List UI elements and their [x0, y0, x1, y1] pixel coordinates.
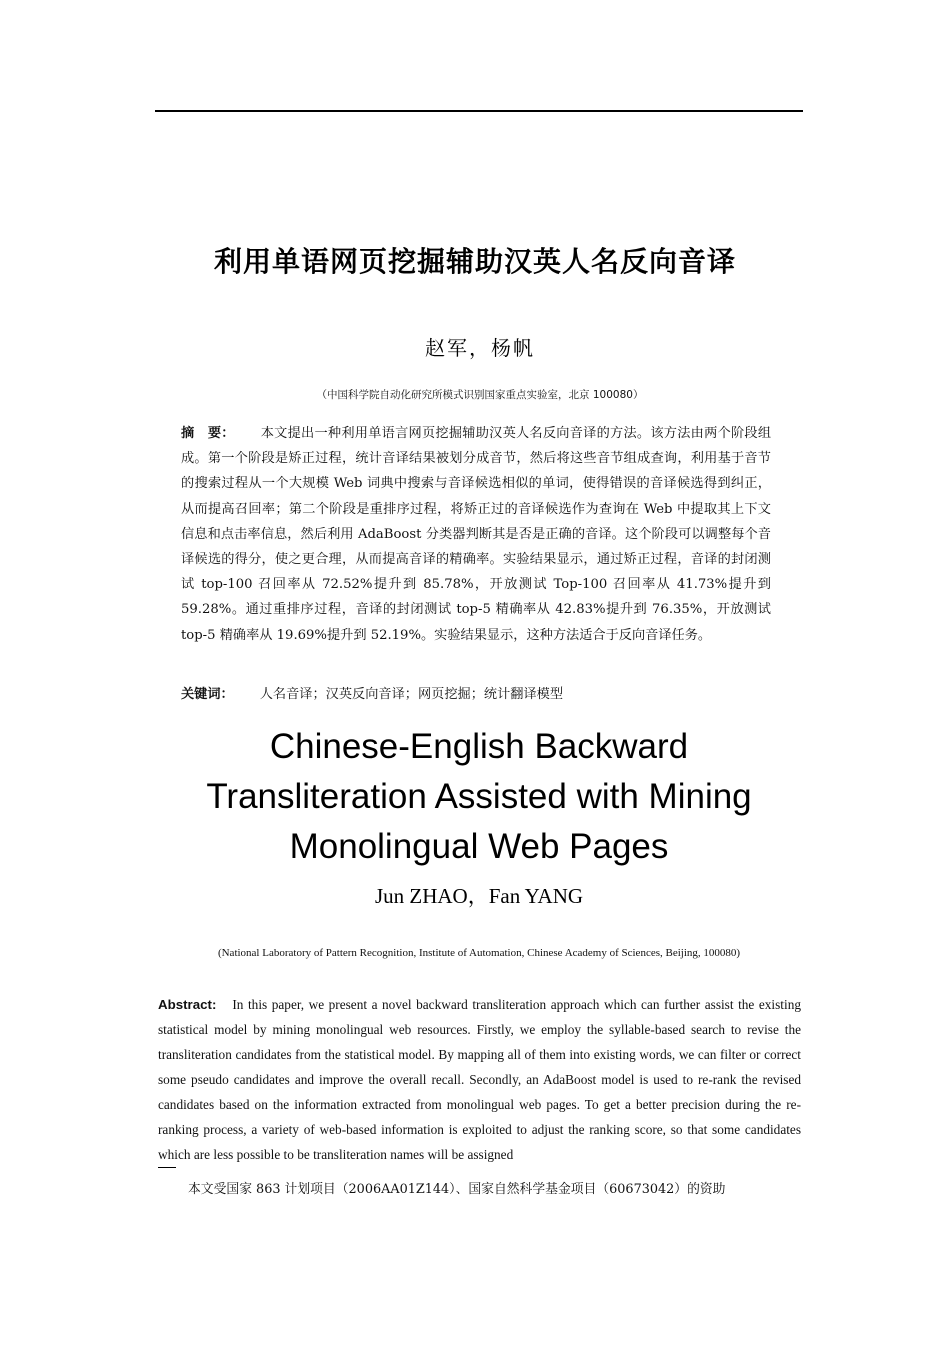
english-authors: Jun ZHAO，Fan YANG: [374, 884, 584, 908]
english-title-line-1: Chinese-English Backward: [269, 727, 689, 766]
chinese-keywords: [181, 682, 771, 707]
chinese-affiliation: （中国科学院自动化研究所模式识别国家重点实验室，北京 100080）: [316, 389, 644, 401]
chinese-title: 利用单语网页挖掘辅助汉英人名反向音译: [213, 245, 736, 278]
funding-footnote: 本文受国家 863 计划项目（2006AA01Z144）、国家自然科学基金项目（60673042）的资助: [188, 1182, 726, 1197]
chinese-abstract-text: 本文提出一种利用单语言网页挖掘辅助汉英人名反向音译的方法。该方法由两个阶段组成。第一个阶段是矫正过程，统计音译结果被划分成音节，然后将这些音节组成查询，利用基于音节的搜索过程从一个大规模 Web 词典中搜索与音译候选相似的单词，使得错误的音译候选得到纠正，从而提高召回率；第二个阶段是重排序过程，将矫正过的音译候选作为查询在 Web 中提取其上下文信息和点击率信息，然后利用 AdaBoost 分类器判断其是否是正确的音译。这个阶段可以调整每个音译候选的得分，使之更合理，从而提高音译的精确率。实验结果显示，通过矫正过程，音译的封闭测试 top-100 召回率从 72.52%提升到 85.78%，开放测试 Top-100 召回率从 41.73%提升到 59.28%。通过重排序过程，音译的封闭测试 top-5 精确率从 42.83%提升到 76.35%，开放测试 top-5 精确率从 19.69%提升到 52.19%。实验结果显示，这种方法适合于反向音译任务。: [181, 426, 772, 643]
english-affiliation: (National Laboratory of Pattern Recognition, Institute of Automation, Chinese Academy of Sciences, Beijing, 100080): [217, 947, 741, 959]
chinese-authors: 赵军，杨帆: [425, 336, 535, 360]
english-abstract: [158, 992, 801, 1167]
english-abstract-label: Abstract:: [158, 997, 217, 1012]
english-title-line-2: Transliteration Assisted with Mining: [206, 777, 752, 816]
footnote-rule: [158, 1167, 176, 1168]
chinese-keywords-label: 关键词：: [181, 687, 234, 702]
chinese-keywords-text: 人名音译；汉英反向音译；网页挖掘；统计翻译模型: [259, 687, 564, 702]
english-title-line-3: Monolingual Web Pages: [289, 827, 669, 866]
english-abstract-text: In this paper, we present a novel backward transliteration approach which can further assist the existing statistical model by mining monolingual web resources. Firstly, we employ the syllable-based search to revise the transliteration candidates from the statistical model. By mapping all of them into existing words, we can filter or correct some pseudo candidates and improve the overall recall. Secondly, an AdaBoost model is used to re-rank the revised candidates based on the information extracted from monolingual web pages. To get a better precision during the re-ranking process, a variety of web-based information is exploited to adjust the ranking score, so that some candidates which are less possible to be transliteration names will be assigned: [158, 997, 801, 1162]
english-title: [0, 722, 950, 872]
header-rule: [155, 110, 803, 112]
chinese-abstract-label: 摘 要：: [181, 426, 235, 441]
chinese-abstract: [181, 421, 771, 648]
